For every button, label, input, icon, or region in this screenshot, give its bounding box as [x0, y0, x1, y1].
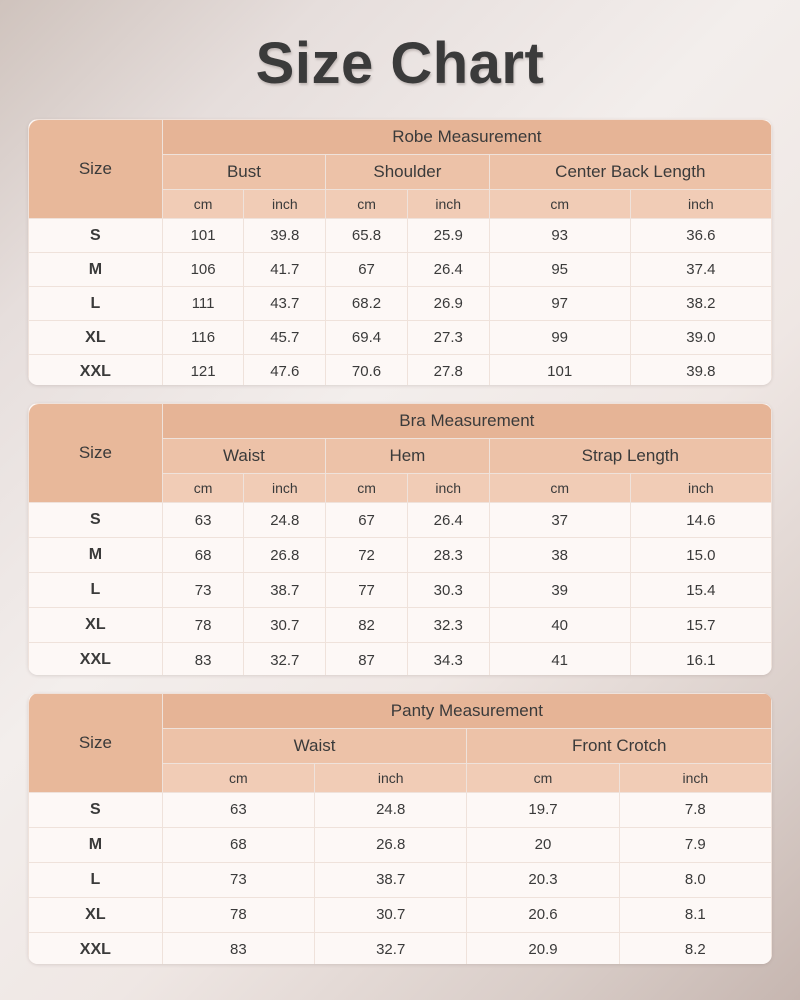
- row-size-label: M: [29, 253, 163, 287]
- page-title: Size Chart: [255, 31, 545, 96]
- unit-inch: inch: [244, 190, 326, 219]
- cell: 15.7: [630, 608, 771, 643]
- cell: 111: [162, 287, 244, 321]
- table-row: [29, 287, 772, 321]
- group-header: Hem: [326, 439, 489, 474]
- row-size-label: XL: [29, 608, 163, 643]
- table-row: [29, 862, 772, 897]
- table-title: Bra Measurement: [162, 404, 771, 439]
- cell: 39: [489, 573, 630, 608]
- cell: 45.7: [244, 321, 326, 355]
- robe-measurement-block: [28, 119, 772, 385]
- cell: 73: [162, 573, 244, 608]
- cell: 68: [162, 827, 314, 862]
- cell: 63: [162, 503, 244, 538]
- cell: 101: [162, 219, 244, 253]
- cell: 47.6: [244, 355, 326, 386]
- cell: 63: [162, 792, 314, 827]
- cell: 25.9: [407, 219, 489, 253]
- row-size-label: XXL: [29, 932, 163, 964]
- group-header: Front Crotch: [467, 728, 772, 763]
- cell: 39.8: [244, 219, 326, 253]
- table-row: [29, 321, 772, 355]
- cell: 7.9: [619, 827, 771, 862]
- bra-measurement-block: [28, 403, 772, 674]
- table-row: [29, 792, 772, 827]
- unit-cm: cm: [489, 190, 630, 219]
- table-row: [29, 643, 772, 675]
- cell: 83: [162, 643, 244, 675]
- cell: 43.7: [244, 287, 326, 321]
- cell: 68: [162, 538, 244, 573]
- table-row: [29, 827, 772, 862]
- table-row: [29, 573, 772, 608]
- row-size-label: L: [29, 862, 163, 897]
- unit-cm: cm: [162, 763, 314, 792]
- unit-inch: inch: [630, 474, 771, 503]
- unit-inch: inch: [407, 474, 489, 503]
- cell: 97: [489, 287, 630, 321]
- cell: 8.2: [619, 932, 771, 964]
- cell: 38.7: [315, 862, 467, 897]
- table-header-row: [29, 120, 772, 155]
- cell: 95: [489, 253, 630, 287]
- cell: 26.8: [315, 827, 467, 862]
- unit-inch: inch: [619, 763, 771, 792]
- group-header: Bust: [162, 155, 325, 190]
- group-header: Waist: [162, 439, 325, 474]
- size-header: Size: [29, 120, 163, 219]
- cell: 41: [489, 643, 630, 675]
- cell: 24.8: [244, 503, 326, 538]
- cell: 67: [326, 503, 408, 538]
- row-size-label: XL: [29, 321, 163, 355]
- row-size-label: M: [29, 827, 163, 862]
- cell: 39.8: [630, 355, 771, 386]
- table-title: Robe Measurement: [162, 120, 771, 155]
- cell: 36.6: [630, 219, 771, 253]
- cell: 38: [489, 538, 630, 573]
- unit-inch: inch: [407, 190, 489, 219]
- cell: 93: [489, 219, 630, 253]
- cell: 68.2: [326, 287, 408, 321]
- cell: 15.0: [630, 538, 771, 573]
- row-size-label: S: [29, 792, 163, 827]
- cell: 24.8: [315, 792, 467, 827]
- cell: 8.1: [619, 897, 771, 932]
- table-row: [29, 219, 772, 253]
- cell: 19.7: [467, 792, 619, 827]
- row-size-label: L: [29, 573, 163, 608]
- cell: 26.4: [407, 503, 489, 538]
- cell: 83: [162, 932, 314, 964]
- unit-inch: inch: [244, 474, 326, 503]
- cell: 106: [162, 253, 244, 287]
- cell: 20.6: [467, 897, 619, 932]
- row-size-label: XXL: [29, 355, 163, 386]
- row-size-label: L: [29, 287, 163, 321]
- table-row: [29, 932, 772, 964]
- group-header: Strap Length: [489, 439, 771, 474]
- unit-cm: cm: [162, 474, 244, 503]
- panty-measurement-block: [28, 693, 772, 964]
- cell: 38.2: [630, 287, 771, 321]
- unit-cm: cm: [326, 190, 408, 219]
- unit-inch: inch: [315, 763, 467, 792]
- unit-cm: cm: [467, 763, 619, 792]
- cell: 121: [162, 355, 244, 386]
- table-row: [29, 897, 772, 932]
- panty-measurement-table: [28, 693, 772, 964]
- cell: 67: [326, 253, 408, 287]
- cell: 65.8: [326, 219, 408, 253]
- table-row: [29, 538, 772, 573]
- size-header: Size: [29, 404, 163, 503]
- cell: 69.4: [326, 321, 408, 355]
- cell: 7.8: [619, 792, 771, 827]
- cell: 37: [489, 503, 630, 538]
- cell: 77: [326, 573, 408, 608]
- cell: 26.4: [407, 253, 489, 287]
- group-header: Waist: [162, 728, 467, 763]
- cell: 32.3: [407, 608, 489, 643]
- cell: 32.7: [244, 643, 326, 675]
- cell: 38.7: [244, 573, 326, 608]
- cell: 20.9: [467, 932, 619, 964]
- table-row: [29, 503, 772, 538]
- cell: 8.0: [619, 862, 771, 897]
- cell: 78: [162, 897, 314, 932]
- cell: 87: [326, 643, 408, 675]
- size-header: Size: [29, 693, 163, 792]
- group-header: Center Back Length: [489, 155, 771, 190]
- cell: 101: [489, 355, 630, 386]
- unit-cm: cm: [162, 190, 244, 219]
- row-size-label: M: [29, 538, 163, 573]
- cell: 41.7: [244, 253, 326, 287]
- cell: 32.7: [315, 932, 467, 964]
- table-title: Panty Measurement: [162, 693, 771, 728]
- cell: 34.3: [407, 643, 489, 675]
- row-size-label: S: [29, 219, 163, 253]
- table-header-row: [29, 404, 772, 439]
- cell: 20.3: [467, 862, 619, 897]
- cell: 26.9: [407, 287, 489, 321]
- cell: 30.7: [244, 608, 326, 643]
- cell: 30.7: [315, 897, 467, 932]
- cell: 27.3: [407, 321, 489, 355]
- cell: 20: [467, 827, 619, 862]
- cell: 116: [162, 321, 244, 355]
- bra-measurement-table: [28, 403, 772, 674]
- cell: 28.3: [407, 538, 489, 573]
- cell: 26.8: [244, 538, 326, 573]
- cell: 39.0: [630, 321, 771, 355]
- cell: 27.8: [407, 355, 489, 386]
- unit-cm: cm: [489, 474, 630, 503]
- row-size-label: XL: [29, 897, 163, 932]
- row-size-label: S: [29, 503, 163, 538]
- cell: 37.4: [630, 253, 771, 287]
- cell: 30.3: [407, 573, 489, 608]
- cell: 16.1: [630, 643, 771, 675]
- cell: 40: [489, 608, 630, 643]
- robe-measurement-table: [28, 119, 772, 385]
- cell: 14.6: [630, 503, 771, 538]
- cell: 15.4: [630, 573, 771, 608]
- unit-inch: inch: [630, 190, 771, 219]
- cell: 99: [489, 321, 630, 355]
- table-row: [29, 355, 772, 386]
- row-size-label: XXL: [29, 643, 163, 675]
- cell: 82: [326, 608, 408, 643]
- table-row: [29, 253, 772, 287]
- cell: 72: [326, 538, 408, 573]
- table-row: [29, 608, 772, 643]
- unit-cm: cm: [326, 474, 408, 503]
- cell: 70.6: [326, 355, 408, 386]
- cell: 73: [162, 862, 314, 897]
- table-header-row: [29, 693, 772, 728]
- cell: 78: [162, 608, 244, 643]
- group-header: Shoulder: [326, 155, 489, 190]
